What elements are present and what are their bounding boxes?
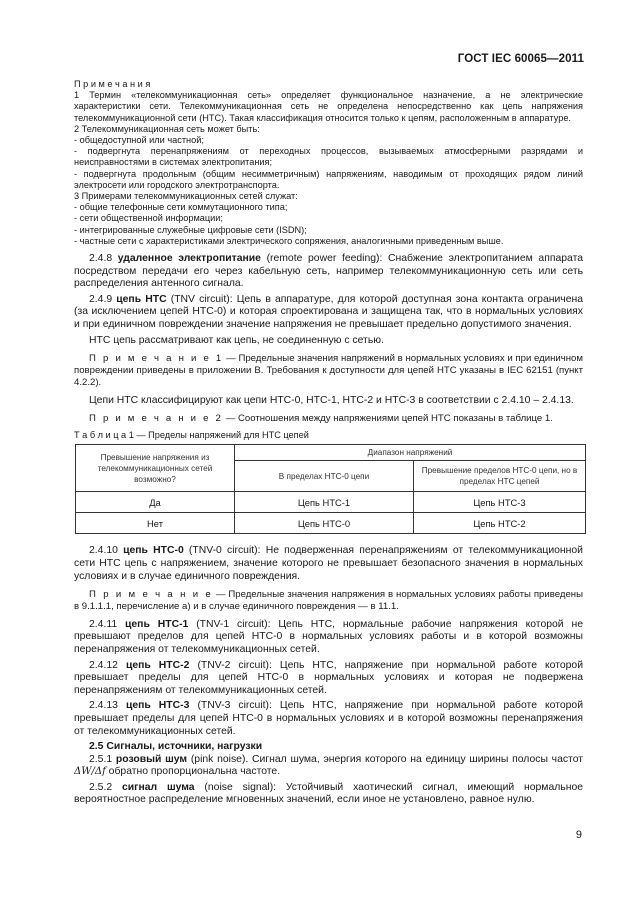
clause-text: (TNV circuit): Цепь в аппаратуре, для которой доступная зона контакта ограничена (за исключением цепей НТС-0) и которая спроектирована и защищена так, что в нормальных условиях и при единичном повреждении значение напряжения не превышает предельно допустимого значения. xyxy=(74,293,583,331)
notes-title: П р и м е ч а н и я xyxy=(74,79,151,89)
note-1: 1 Термин «телекоммуникационная сеть» определяет функциональное назначение, а не электрические характеристики сети. Телекоммуникационная сеть не определена непосредственно как цепь напряжения телекоммуникационной сети (НТС). Такая классификация относится только к цепям, расположенным в аппаратуре. xyxy=(74,90,583,123)
clause-number: 2.4.11 xyxy=(89,618,118,630)
note-3: 3 Примерами телекоммуникационных сетей служат: xyxy=(74,191,298,202)
note-3-item: - частные сети с характеристиками электрического сопряжения, аналогичными приведенным выше. xyxy=(74,235,504,246)
table-header-overvoltage: Превышение напряжения из телекоммуникационных сетей возможно? xyxy=(76,445,235,492)
clause-2-4-11 xyxy=(74,619,583,657)
clause-2-4-9 xyxy=(74,294,583,332)
clause-number: 2.5.1 xyxy=(89,753,113,765)
note-table-ref xyxy=(74,413,583,424)
note-text: — Предельные значения напряжения в нормальных условиях работы приведены в 9.1.1.1, перечисление а) и в случае единичного повреждения — в 11.1. xyxy=(74,589,583,612)
table-cell: Цепь НТС-1 xyxy=(235,492,414,513)
clause-number: 2.4.10 xyxy=(89,545,118,557)
clause-number: 2.4.12 xyxy=(89,659,118,671)
clause-text: обратно пропорциональна частоте. xyxy=(105,766,281,778)
notes-block xyxy=(74,79,583,247)
note-label: П р и м е ч а н и е xyxy=(89,589,213,601)
note-text: — Предельные значения напряжений в нормальных условиях и при единичном повреждении приведены в приложении В. Требования к доступности для цепей НТС указаны в IEC 62151 (пункт 4.2.2). xyxy=(74,353,583,388)
clause-text: (TNV-2 circuit): Цепь НТС, напряжение при нормальной работе которой превышает пределы для цепей НТС-0 в нормальных условиях и которая не подвержена перенапряжениям от телекоммуникационных сетей. xyxy=(74,659,584,696)
page-content xyxy=(74,79,583,807)
clause-number: 2.4.13 xyxy=(89,700,118,712)
table-row xyxy=(76,513,586,534)
table-row xyxy=(76,492,586,513)
clause-term: цепь НТС-3 xyxy=(125,700,190,712)
clause-text: (pink noise). Сигнал шума, энергия которого на единицу ширины полосы частот xyxy=(187,753,584,765)
table-cell: Цепь НТС-2 xyxy=(414,513,586,534)
clause-2-5-1 xyxy=(74,754,583,779)
page-number: 9 xyxy=(575,829,582,841)
clause-term: сигнал шума xyxy=(121,781,195,793)
table-cell: Цепь НТС-3 xyxy=(414,492,586,513)
clause-number: 2.5.2 xyxy=(89,781,113,793)
note-2: 2 Телекоммуникационная сеть может быть: xyxy=(74,123,260,134)
clause-term: цепь НТС-1 xyxy=(125,618,189,630)
clause-term: розовый шум xyxy=(115,753,188,765)
clause-text: (TNV-1 circuit): Цепь НТС, нормальные рабочие напряжения которой не превышают пределов для цепей НТС-0 в нормальных условиях работы и в которой возможны перенапряжения от телекоммуникационных сетей. xyxy=(74,618,583,655)
clause-term: цепь НТС-0 xyxy=(123,545,184,557)
clause-number: 2.4.8 xyxy=(89,253,113,265)
clause-2-4-9-continuation: НТС цепь рассматривают как цепь, не соединенную с сетью. xyxy=(89,334,384,346)
note-tnv0-limits xyxy=(74,589,583,613)
table-header-voltage-range: Диапазон напряжений xyxy=(235,445,586,461)
note-3-item: - общие телефонные сети коммутационного типа; xyxy=(74,202,288,213)
clause-2-4-10 xyxy=(74,545,583,583)
table-header-exceeding-tnv0: Превышение пределов НТС-0 цепи, но в пределах НТС цепей xyxy=(414,461,586,492)
tnv-classification: Цепи НТС классифицируют как цепи НТС-0, НТС-1, НТС-2 и НТС-3 в соответствии с 2.4.10 – 2.4.13. xyxy=(89,394,574,406)
clause-text: (TNV-3 circuit): Цепь НТС, напряжение при нормальной работе которой превышает пределы для цепей НТС-0 в нормальных условиях и в которой возможны перенапряжения от телекоммуникационных сетей. xyxy=(74,700,584,737)
section-2-5-title: 2.5 Сигналы, источники, нагрузки xyxy=(89,741,263,753)
table-caption: Т а б л и ц а 1 — Пределы напряжений для НТС цепей xyxy=(74,430,309,441)
clause-text: (remote power feeding): Снабжение электропитанием аппарата посредством передачи его через кабельную сеть, например телекоммуникационную сеть или сеть распределения антенного сигнала. xyxy=(74,253,583,290)
note-text: — Соотношения между напряжениями цепей НТС показаны в таблице 1. xyxy=(223,413,553,425)
clause-term: цепь НТС xyxy=(116,293,167,305)
note-label: П р и м е ч а н и е 2 xyxy=(89,413,224,425)
document-code: ГОСТ IEC 60065—2011 xyxy=(457,53,584,65)
clause-text: (TNV-0 circuit): Не подверженная перенапряжениям от телекоммуникационной сети НТС цепь с напряжением, значение которого не превышает безопасного значения в нормальных условиях и в случае единичного повреждения. xyxy=(74,545,583,582)
table-cell: Нет xyxy=(76,513,235,534)
table-cell: Да xyxy=(76,492,235,513)
table-cell: Цепь НТС-0 xyxy=(235,513,414,534)
clause-2-4-13 xyxy=(74,700,583,738)
clause-2-5-2 xyxy=(74,782,583,807)
clause-2-4-12 xyxy=(74,660,583,698)
clause-2-4-8 xyxy=(74,253,583,291)
note-2-item: - общедоступной или частной; xyxy=(74,135,204,146)
formula: ΔW/Δf xyxy=(74,766,106,778)
note-3-item: - сети общественной информации; xyxy=(74,213,223,224)
note-2-item: - подвергнута перенапряжениям от переходных процессов, вызываемых атмосферными разрядами и неисправностями в системах электропитания; xyxy=(74,146,583,168)
voltage-limits-table xyxy=(75,444,586,534)
clause-term: удаленное электропитание xyxy=(117,253,261,265)
table-header-within-tnv0: В пределах НТС-0 цепи xyxy=(235,461,414,492)
clause-number: 2.4.9 xyxy=(89,293,113,305)
clause-term: цепь НТС-2 xyxy=(125,659,190,671)
note-3-item: - интегрированные служебные цифровые сети (ISDN); xyxy=(74,224,307,235)
note-2-item: - подвергнута продольным (общим несимметричным) напряжениям, наводимым от проходящих рядом линий электросети или городского электротранспорта. xyxy=(74,168,583,190)
note-label: П р и м е ч а н и е 1 xyxy=(89,353,224,365)
note-tnv-limits xyxy=(74,353,583,388)
clause-text: (noise signal): Устойчивый хаотический сигнал, имеющий нормальное вероятностное распределение мгновенных значений, если иное не установлено, равное нулю. xyxy=(74,781,584,806)
